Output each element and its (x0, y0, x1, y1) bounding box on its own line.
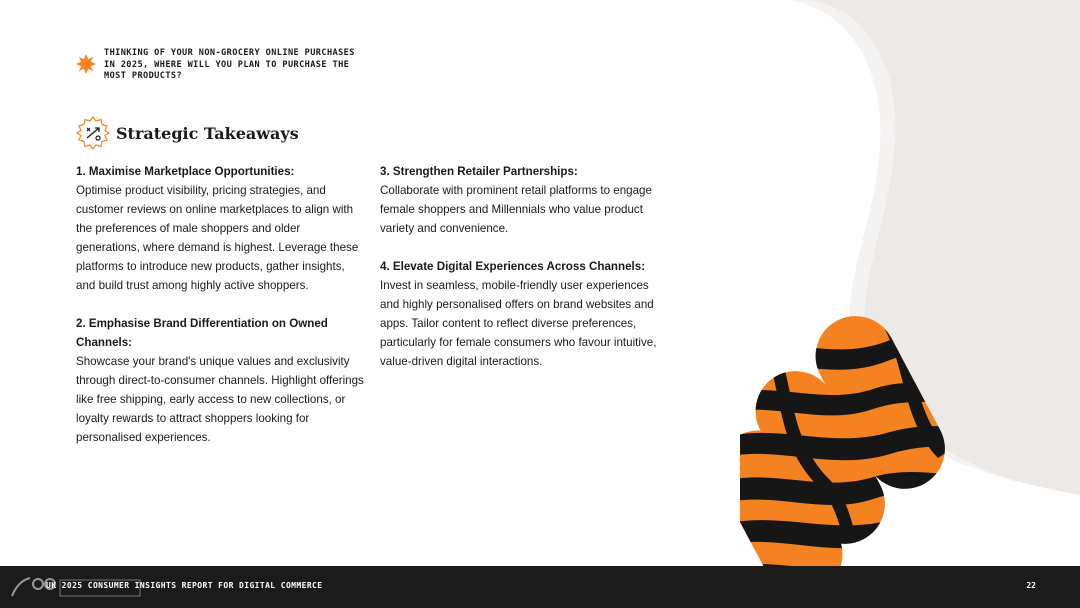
takeaways-column-right (380, 162, 670, 390)
footer-page-number: 22 (1026, 581, 1036, 590)
takeaway-body: Collaborate with prominent retail platforms to engage female shoppers and Millennials who value product variety and convenience. (380, 184, 652, 235)
takeaways-column-left (76, 162, 366, 466)
takeaway-body: Invest in seamless, mobile-friendly user experiences and highly personalised offers on brand websites and apps. Tailor content to reflect diverse preferences, particularly for female consumers who favour intuitive, value-driven digital interactions. (380, 279, 657, 368)
takeaway-title: 4. Elevate Digital Experiences Across Channels: (380, 260, 646, 273)
takeaway-title: 2. Emphasise Brand Differentiation on Owned Channels: (76, 317, 328, 349)
orange-burst-icon (76, 54, 96, 74)
takeaway-title: 1. Maximise Marketplace Opportunities: (76, 165, 295, 178)
section-title: Strategic Takeaways (116, 123, 299, 143)
survey-question-header (76, 48, 364, 83)
strategy-badge-icon (76, 116, 110, 150)
takeaway-item (380, 162, 670, 238)
footer-report-title: UK 2025 CONSUMER INSIGHTS REPORT FOR DIGITAL COMMERCE (46, 581, 323, 590)
takeaway-item (76, 314, 366, 447)
takeaway-title: 3. Strengthen Retailer Partnerships: (380, 165, 578, 178)
watermark-logo-icon (8, 572, 148, 602)
takeaway-item (76, 162, 366, 295)
takeaway-body: Optimise product visibility, pricing strategies, and customer reviews on online marketplaces to align with the preferences of male shoppers and older generations, where demand is highest. Leverage these platforms to introduce new products, gather insights, and build trust among highly active shoppers. (76, 184, 359, 292)
takeaway-body: Showcase your brand's unique values and exclusivity through direct-to-consumer channels. Highlight offerings like free shipping, early access to new collections, or loyalty rewards to attract shoppers looking for personalised experiences. (76, 355, 364, 444)
tiger-stripe-w-graphic (740, 310, 1000, 600)
takeaway-item (380, 257, 670, 371)
section-heading (76, 116, 299, 150)
footer-bar (0, 566, 1080, 608)
survey-question-text: THINKING OF YOUR NON-GROCERY ONLINE PURCHASES IN 2025, WHERE WILL YOU PLAN TO PURCHASE THE MOST PRODUCTS? (104, 48, 355, 81)
